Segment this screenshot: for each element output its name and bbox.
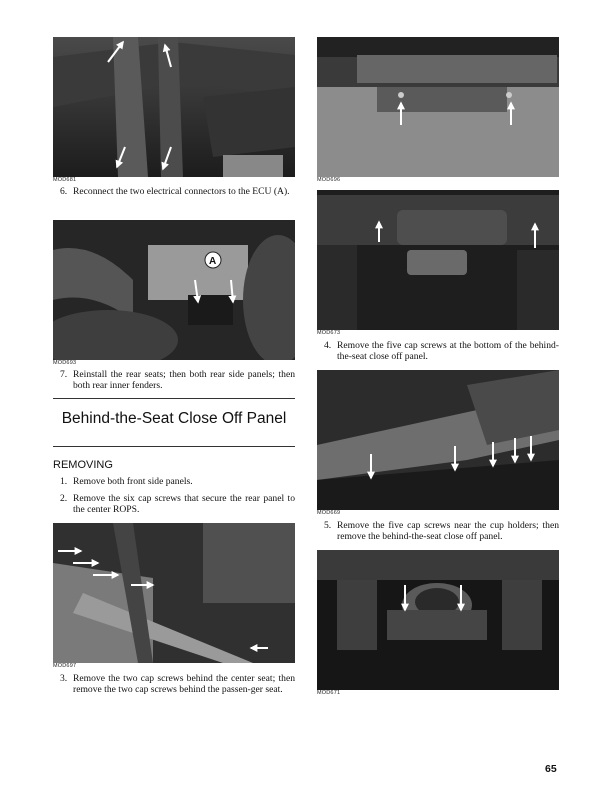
step-r1: [60, 476, 295, 487]
step-r4: [324, 340, 559, 362]
step-number: 4.: [324, 340, 332, 351]
step-text: Remove the two cap screws behind the center seat; then remove the two cap screws behind the passen-ger seat.: [73, 673, 295, 695]
figure-code: MOD697: [53, 663, 77, 669]
step-text: Reconnect the two electrical connectors to the ECU (A).: [73, 186, 290, 197]
step-7: [60, 369, 295, 391]
photo-mod673: [317, 190, 559, 330]
step-number: 3.: [60, 673, 68, 684]
section-rule-bottom: [53, 446, 295, 447]
page-number: 65: [545, 763, 557, 775]
step-text: Remove the five cap screws near the cup holders; then remove the behind-the-seat close off panel.: [337, 520, 559, 542]
step-r3: [60, 673, 295, 695]
photo-mod696: [317, 37, 559, 177]
step-r2: [60, 493, 295, 515]
figure-code: MOD673: [317, 330, 341, 336]
step-number: 7.: [60, 369, 68, 380]
figure-code: MOD671: [317, 690, 341, 696]
step-text: Reinstall the rear seats; then both rear side panels; then both rear inner fenders.: [73, 369, 295, 391]
step-number: 5.: [324, 520, 332, 531]
step-6: [60, 186, 295, 197]
figure-code: MOD696: [317, 177, 341, 183]
section-title: Behind-the-Seat Close Off Panel: [61, 410, 287, 427]
step-number: 1.: [60, 476, 68, 487]
figure-code: MOD681: [53, 177, 77, 183]
step-number: 2.: [60, 493, 68, 504]
callout-a: A: [209, 256, 217, 267]
figure-code: MOD693: [53, 360, 77, 366]
photo-mod669: [317, 370, 559, 510]
figure-code: MOD669: [317, 510, 341, 516]
step-text: Remove both front side panels.: [73, 476, 193, 487]
step-number: 6.: [60, 186, 68, 197]
photo-mod671: [317, 550, 559, 690]
photo-mod693: [53, 220, 295, 360]
step-r5: [324, 520, 559, 542]
subsection-title: REMOVING: [53, 459, 113, 471]
step-text: Remove the six cap screws that secure the rear panel to the center ROPS.: [73, 493, 295, 515]
section-rule-top: [53, 398, 295, 399]
photo-mod681: [53, 37, 295, 177]
photo-mod697: [53, 523, 295, 663]
step-text: Remove the five cap screws at the bottom of the behind-the-seat close off panel.: [337, 340, 559, 362]
